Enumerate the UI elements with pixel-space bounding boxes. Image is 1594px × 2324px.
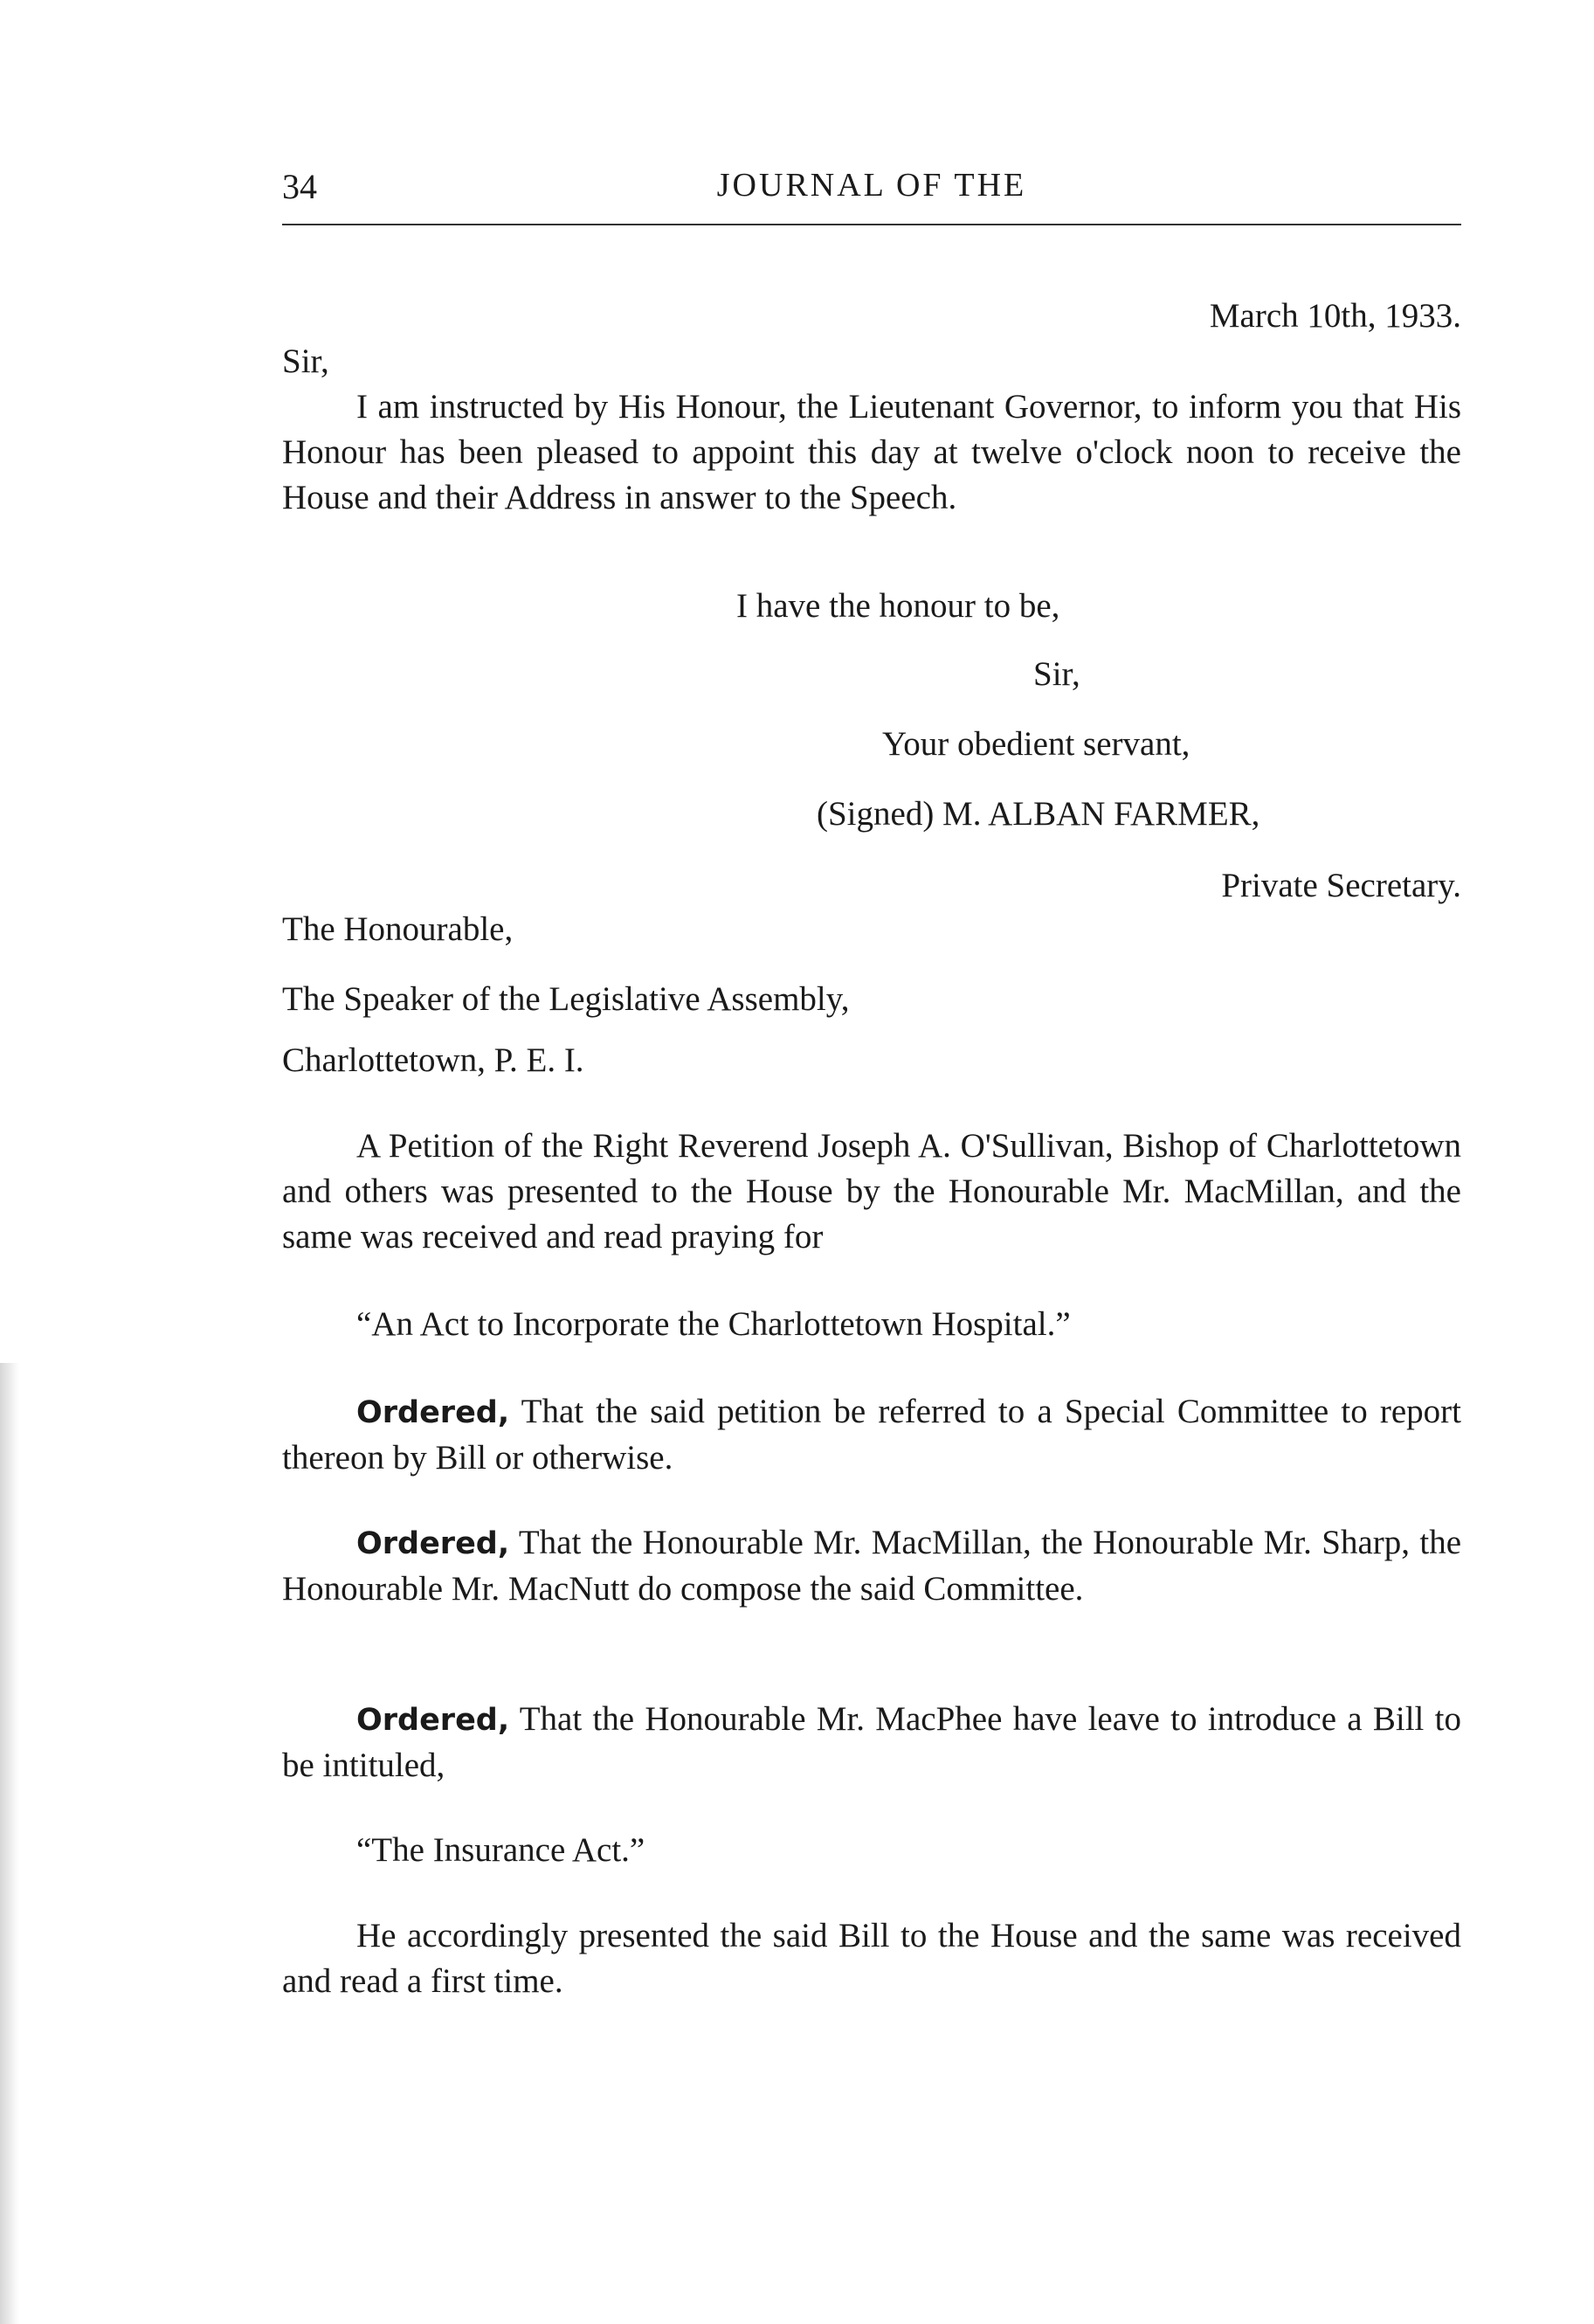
addressee-line-3: Charlottetown, P. E. I. (282, 1041, 584, 1079)
order-text: That the Honourable Mr. MacPhee have leave to introduce a Bill to be intituled, (282, 1700, 1461, 1784)
order-text: That the said petition be referred to a Special Committee to report thereon by Bill or otherwise. (282, 1393, 1461, 1477)
letter-salutation: Sir, (282, 342, 329, 380)
letter-closing: I have the honour to be, (736, 587, 1060, 625)
order-paragraph-1 (282, 1389, 1461, 1481)
letter-signature: (Signed) M. ALBAN FARMER, (817, 795, 1260, 833)
ordered-label: Ordered, (356, 1703, 510, 1738)
running-head: JOURNAL OF THE (716, 167, 1027, 204)
addressee-line-2: The Speaker of the Legislative Assembly, (282, 980, 850, 1018)
letter-date: March 10th, 1933. (1209, 297, 1461, 335)
order-paragraph-2 (282, 1520, 1461, 1612)
order-paragraph-3 (282, 1697, 1461, 1788)
act-title-insurance: “The Insurance Act.” (356, 1831, 645, 1869)
letter-body: I am instructed by His Honour, the Lieutenant Governor, to inform you that His Honour has been pleased to appoint this day at twelve o'clock noon to receive the House and their Address in answer to the Speech. (282, 388, 1461, 516)
signatory-title: Private Secretary. (1221, 867, 1461, 904)
page-number: 34 (282, 167, 317, 206)
act-title-hospital: “An Act to Incorporate the Charlottetown Hospital.” (356, 1305, 1071, 1343)
ordered-label: Ordered, (356, 1395, 510, 1430)
binding-shadow (0, 1363, 19, 2324)
letter-closing-sir: Sir, (1033, 655, 1080, 693)
letter-valediction: Your obedient servant, (882, 725, 1190, 763)
page-header (282, 166, 1461, 208)
ordered-label: Ordered, (356, 1526, 510, 1561)
petition-paragraph: A Petition of the Right Reverend Joseph A. O'Sullivan, Bishop of Charlottetown and others was presented to the House by the Honourable Mr. MacMillan, and the same was received and read praying for (282, 1127, 1461, 1255)
addressee-line-1: The Honourable, (282, 910, 514, 948)
closing-paragraph: He accordingly presented the said Bill to the House and the same was received and read a first time. (282, 1917, 1461, 2000)
order-text: That the Honourable Mr. MacMillan, the Honourable Mr. Sharp, the Honourable Mr. MacNutt do compose the said Committee. (282, 1524, 1461, 1608)
header-rule (282, 224, 1461, 225)
